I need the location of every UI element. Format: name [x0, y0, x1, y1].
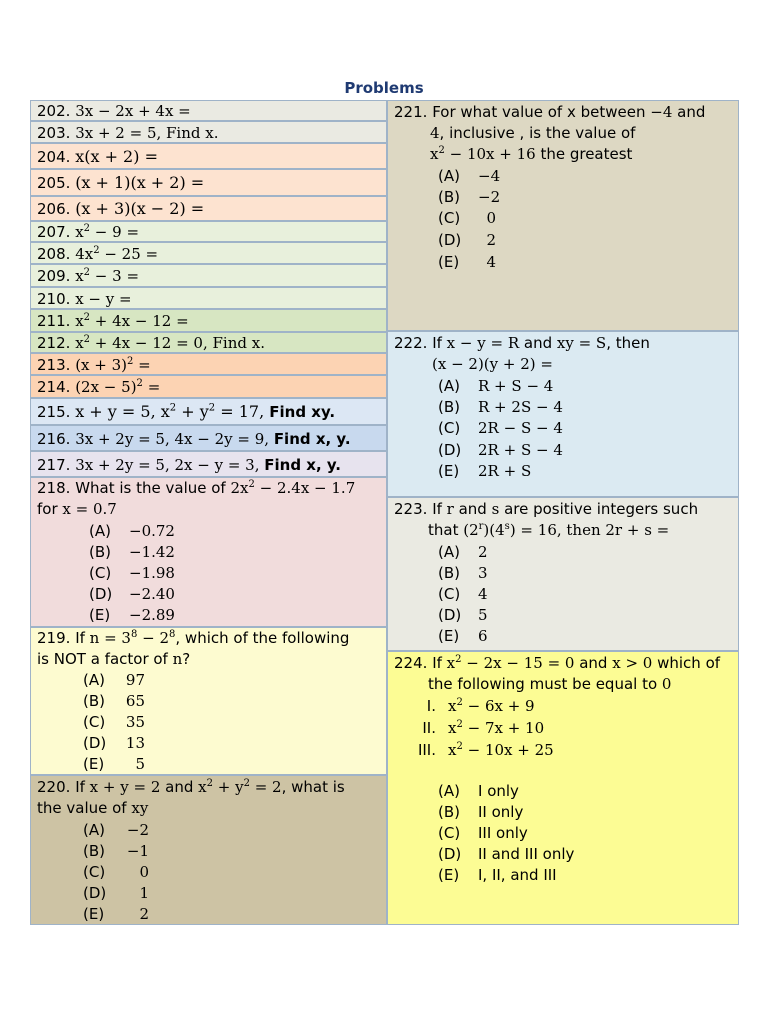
problem-expression: 3x − 2x + 4x =: [75, 102, 191, 120]
problem-expression: $(2^r)(4^s) = 16$, then 2r + s =: [463, 521, 670, 539]
problem-number: 207.: [37, 223, 71, 241]
question-text: for: [37, 500, 63, 518]
question-text: which of: [652, 654, 721, 672]
problem-find: Find xy.: [269, 403, 336, 421]
option-d[interactable]: (D) 2R + S − 4: [438, 441, 563, 459]
problem-number: 204.: [37, 148, 71, 166]
option-e[interactable]: (E) I, II, and III: [438, 866, 557, 884]
option-b[interactable]: (B) −2: [438, 188, 501, 206]
problem-expression: −4: [650, 103, 673, 121]
question-text: For what value of x between: [432, 103, 651, 121]
problem-expression: $n = 3^8 - 2^8$: [89, 629, 176, 647]
question-text: and: [453, 500, 492, 518]
problem-expression: xy = S: [556, 334, 607, 352]
problem-215: [30, 398, 387, 425]
problem-number: 217.: [37, 456, 71, 474]
problem-211: [30, 309, 387, 332]
problem-find: Find x, y.: [273, 430, 351, 448]
problem-208: [30, 242, 387, 264]
problem-220: [30, 775, 387, 925]
problem-expression: 0: [661, 675, 672, 693]
problem-expression: x > 0: [612, 654, 653, 672]
option-d[interactable]: (D) 2: [438, 231, 496, 249]
question-text: If: [75, 778, 90, 796]
problem-216: [30, 425, 387, 451]
problem-203: [30, 121, 387, 143]
problem-number: 220.: [37, 778, 71, 796]
problem-expression: xy: [131, 799, 149, 817]
problem-number: 210.: [37, 290, 71, 308]
problem-number: 224.: [394, 654, 428, 672]
problem-210: [30, 287, 387, 309]
option-a[interactable]: (A) −0.72: [89, 522, 175, 540]
problem-number: 208.: [37, 245, 71, 263]
question-text: , inclusive , is the value of: [439, 124, 636, 142]
roman-item-iii: III. $x^2 - 10x + 25$: [417, 741, 554, 759]
problem-222: [387, 331, 739, 497]
option-d[interactable]: (D) 13: [83, 734, 145, 752]
roman-item-ii: II. $x^2 - 7x + 10$: [422, 719, 545, 737]
question-text: that: [428, 521, 464, 539]
problem-expression: 3x + 2y = 5, 4x − 2y = 9,: [75, 430, 274, 448]
question-text: and: [574, 654, 613, 672]
option-c[interactable]: (C) −1.98: [89, 564, 175, 582]
question-text: If: [432, 334, 447, 352]
problem-expression: $(x + 3)^2$ =: [75, 356, 151, 374]
problem-number: 222.: [394, 334, 428, 352]
option-c[interactable]: (C) 0: [438, 209, 496, 227]
problem-number: 203.: [37, 124, 71, 142]
problem-212: [30, 332, 387, 353]
option-e[interactable]: (E) 2R + S: [438, 462, 532, 480]
problem-expression: $2x^2 - 2.4x - 1.7$: [230, 479, 356, 497]
problem-204: [30, 143, 387, 169]
problem-expression: x − y = R: [446, 334, 520, 352]
question-text: the value of: [37, 799, 132, 817]
problem-205: [30, 169, 387, 196]
problem-number: 206.: [37, 200, 71, 218]
question-text: and: [519, 334, 557, 352]
option-a[interactable]: (A) R + S − 4: [438, 377, 554, 395]
problem-number: 219.: [37, 629, 71, 647]
problem-expression: (x + 1)(x + 2) =: [75, 173, 205, 192]
problem-expression: (x − 2)(y + 2) =: [432, 355, 553, 373]
problem-number: 223.: [394, 500, 428, 518]
problem-217: [30, 451, 387, 477]
problem-expression: $x^2 - 3$ =: [75, 267, 140, 285]
option-e[interactable]: (E) 5: [83, 755, 145, 773]
option-d[interactable]: (D) II and III only: [438, 845, 575, 863]
problem-214: [30, 375, 387, 398]
problem-209: [30, 264, 387, 287]
problem-number: 215.: [37, 403, 71, 421]
option-b[interactable]: (B) 65: [83, 692, 145, 710]
question-text: If: [75, 629, 90, 647]
problem-207: [30, 221, 387, 242]
problem-expression: r: [446, 500, 454, 518]
problem-expression: s: [491, 500, 500, 518]
option-e[interactable]: (E) 6: [438, 627, 488, 645]
problem-expression: x = 0.7: [62, 500, 117, 518]
problem-206: [30, 196, 387, 221]
option-b[interactable]: (B) II only: [438, 803, 524, 821]
option-e[interactable]: (E) −2.89: [89, 606, 175, 624]
problem-218: [30, 477, 387, 627]
problem-number: 216.: [37, 430, 71, 448]
problem-number: 212.: [37, 334, 71, 352]
option-d[interactable]: (D) 1: [83, 884, 149, 902]
option-c[interactable]: (C) III only: [438, 824, 528, 842]
option-d[interactable]: (D) −2.40: [89, 585, 175, 603]
option-a[interactable]: (A) 97: [83, 671, 145, 689]
problem-expression: $x^2 + y^2 = 2$: [198, 778, 282, 796]
option-e[interactable]: (E) 4: [438, 253, 496, 271]
problem-find: Find x, y.: [264, 456, 341, 474]
problem-number: 202.: [37, 102, 71, 120]
option-a[interactable]: (A) −2: [83, 821, 149, 839]
option-c[interactable]: (C) 35: [83, 713, 145, 731]
problem-expression: x + y = 2: [89, 778, 161, 796]
problem-223: [387, 497, 739, 651]
option-c[interactable]: (C) 4: [438, 585, 488, 603]
option-a[interactable]: (A) 2: [438, 543, 488, 561]
question-text: ?: [182, 650, 191, 668]
option-b[interactable]: (B) −1: [83, 842, 149, 860]
problem-expression: x(x + 2) =: [75, 147, 158, 166]
question-text: are positive integers such: [499, 500, 699, 518]
question-text: , then: [606, 334, 650, 352]
question-text: If: [432, 500, 447, 518]
problem-expression: 3x + 2 = 5, Find x.: [75, 124, 219, 142]
problem-213: [30, 353, 387, 375]
problem-expression: 4: [430, 124, 440, 142]
problem-expression: $x^2 - 10x + 16$: [430, 145, 536, 163]
option-b[interactable]: (B) −1.42: [89, 543, 175, 561]
question-text: What is the value of: [75, 479, 231, 497]
roman-item-i: I. $x^2 - 6x + 9$: [426, 697, 535, 715]
option-d[interactable]: (D) 5: [438, 606, 488, 624]
option-a[interactable]: (A) I only: [438, 782, 519, 800]
problem-expression: 3x + 2y = 5, 2x − y = 3,: [75, 456, 265, 474]
problem-221: [387, 100, 739, 331]
problem-224: [387, 651, 739, 925]
problem-number: 205.: [37, 174, 71, 192]
question-text: , what is: [281, 778, 345, 796]
problem-219: [30, 627, 387, 775]
question-text: and: [160, 778, 199, 796]
problem-202: [30, 100, 387, 121]
problem-number: 218.: [37, 479, 71, 497]
question-text: If: [432, 654, 447, 672]
option-e[interactable]: (E) 2: [83, 905, 149, 923]
problem-expression: x + y = 5, $x^2 + y^2 = 17$,: [75, 402, 270, 421]
problem-expression: (x + 3)(x − 2) =: [75, 199, 205, 218]
problem-number: 209.: [37, 267, 71, 285]
question-text: and: [672, 103, 706, 121]
option-c[interactable]: (C) 2R − S − 4: [438, 419, 563, 437]
problem-number: 213.: [37, 356, 71, 374]
problem-expression: $x^2 + 4x - 12 = 0$, Find x.: [75, 334, 265, 352]
problem-number: 214.: [37, 378, 71, 396]
page-title: Problems: [344, 79, 424, 97]
option-c[interactable]: (C) 0: [83, 863, 149, 881]
question-text: the following must be equal to: [428, 675, 662, 693]
problem-number: 211.: [37, 312, 71, 330]
problem-number: 221.: [394, 103, 428, 121]
option-a[interactable]: (A) −4: [438, 167, 501, 185]
option-b[interactable]: (B) 3: [438, 564, 488, 582]
problem-expression: $4x^2 - 25$ =: [75, 245, 159, 263]
problem-expression: $x^2 + 4x - 12$ =: [75, 312, 189, 330]
problem-expression: x − y =: [75, 290, 132, 308]
problem-expression: $(2x - 5)^2$ =: [75, 378, 161, 396]
question-text: the greatest: [535, 145, 633, 163]
question-text: is NOT a factor of: [37, 650, 173, 668]
problem-expression: $x^2 - 9$ =: [75, 223, 140, 241]
problem-expression: $x^2 - 2x - 15 = 0$: [446, 654, 575, 672]
problem-expression: n: [172, 650, 183, 668]
question-text: , which of the following: [175, 629, 350, 647]
option-b[interactable]: (B) R + 2S − 4: [438, 398, 563, 416]
